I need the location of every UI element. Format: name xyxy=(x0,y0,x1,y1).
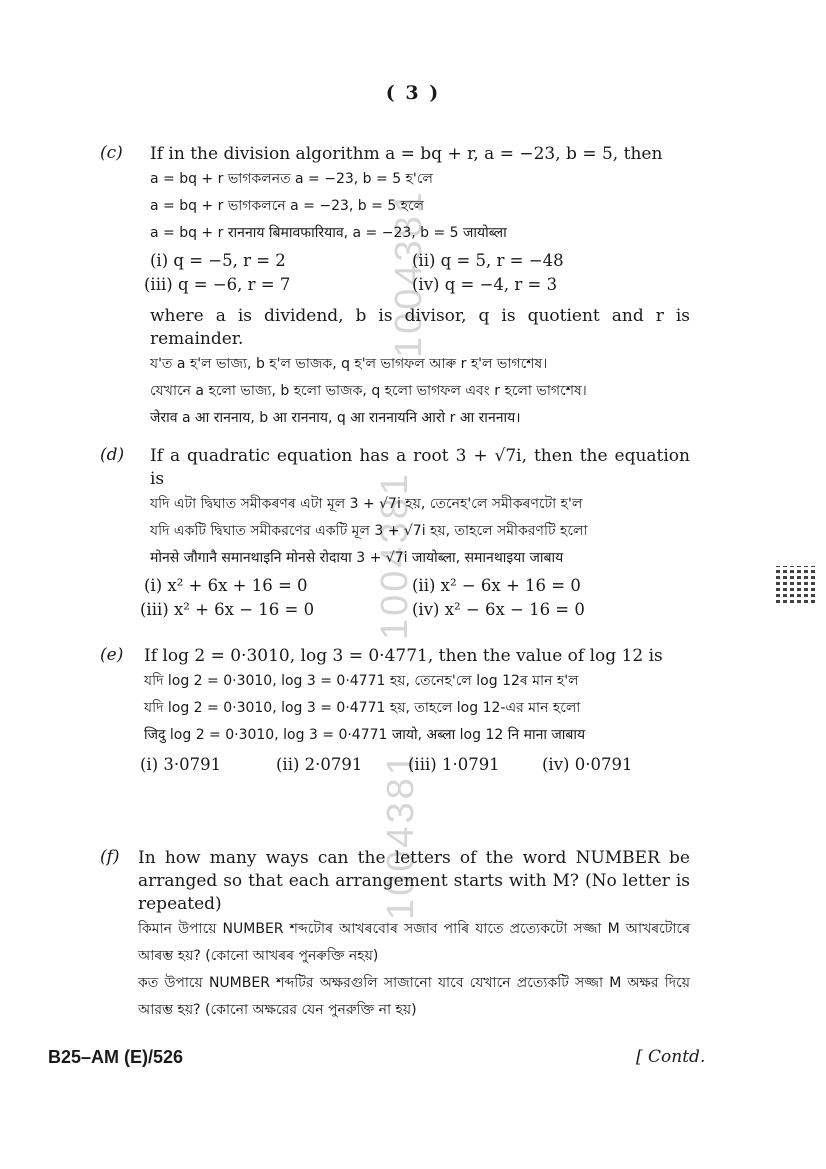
option-i: (i) q = −5, r = 2 xyxy=(150,251,286,270)
option-iii: (iii) x² + 6x − 16 = 0 xyxy=(140,600,315,619)
paper-code: B25–AM (E)/526 xyxy=(48,1047,184,1067)
question-text-bengali: যদি একটি দ্বিঘাত সমীকরণের একটি মূল 3 + √7i হয়, তাহলে সমীকরণটি হলো xyxy=(150,523,588,539)
question-text-english: In how many ways can the letters of the word NUMBER be arranged so that each arrangement starts with M? (No letter is repeated) xyxy=(138,848,690,914)
question-c xyxy=(100,143,690,432)
option-i: (i) 3·0791 xyxy=(140,755,222,774)
option-i: (i) x² + 6x + 16 = 0 xyxy=(144,576,308,595)
options-row xyxy=(144,275,690,299)
question-label: (c) xyxy=(100,143,123,163)
watermark-text: 1004381 xyxy=(388,189,430,358)
question-text-bengali: কত উপায়ে NUMBER শব্দটির অক্ষরগুলি সাজানো যাবে যেখানে প্রত্যেকটি সজ্জা M অক্ষর দিয়ে আরম্ভ হয়? (কোনো অক্ষরের যেন পুনরুক্তি না হয়) xyxy=(138,975,690,1018)
watermark-text: 1004381 xyxy=(374,471,416,640)
question-label: (f) xyxy=(100,847,120,867)
question-text-bodo: मोनसे जौगानै समानथाइनि मोनसे रोदाया 3 + √7i जायोब्ला, समानथाइया जाबाय xyxy=(150,550,564,566)
option-iii: (iii) q = −6, r = 7 xyxy=(144,275,291,294)
options-row xyxy=(144,576,690,600)
qr-code-icon xyxy=(776,566,816,606)
question-text-assamese: কিমান উপায়ে NUMBER শব্দটোৰ আখৰবোৰ সজাব পাৰি যাতে প্ৰত্যেকটো সজ্জা M আখৰটোৰে আৰম্ভ হয়? (কোনো আখৰৰ পুনৰুক্তি নহয়) xyxy=(138,921,690,964)
option-iv: (iv) x² − 6x − 16 = 0 xyxy=(412,600,585,619)
watermark-text: 1004381 xyxy=(380,751,422,920)
question-e xyxy=(100,645,690,779)
question-text-bengali: যদি log 2 = 0·3010, log 3 = 0·4771 হয়, তাহলে log 12-এর মান হলো xyxy=(144,700,581,716)
question-text-assamese: যদি এটা দ্বিঘাত সমীকৰণৰ এটা মূল 3 + √7i হয়, তেনেহ'লে সমীকৰণটো হ'ল xyxy=(150,496,583,512)
question-label: (e) xyxy=(100,645,124,665)
options-row xyxy=(140,600,690,624)
question-text-bengali: a = bq + r ভাগকলনে a = −23, b = 5 হলে xyxy=(150,198,425,214)
options-row xyxy=(140,755,690,779)
option-ii: (ii) x² − 6x + 16 = 0 xyxy=(412,576,581,595)
option-ii: (ii) q = 5, r = −48 xyxy=(412,251,564,270)
question-text-bodo: a = bq + r राननाय बिमावफारियाव, a = −23, b = 5 जायोब्ला xyxy=(150,225,507,241)
note-bengali: যেখানে a হলো ভাজ্য, b হলো ভাজক, q হলো ভাগফল এবং r হলো ভাগশেষ। xyxy=(150,383,587,399)
page-number: ( 3 ) xyxy=(385,82,441,104)
option-iv: (iv) q = −4, r = 3 xyxy=(412,275,558,294)
question-text-assamese: a = bq + r ভাগকলনত a = −23, b = 5 হ'লে xyxy=(150,171,433,187)
question-text-english: If a quadratic equation has a root 3 + √7i, then the equation is xyxy=(150,446,690,489)
note-assamese: য'ত a হ'ল ভাজ্য, b হ'ল ভাজক, q হ'ল ভাগফল আৰু r হ'ল ভাগশেষ। xyxy=(150,356,548,372)
continued-label: [ Contd. xyxy=(636,1047,706,1067)
note-english: where a is dividend, b is divisor, q is quotient and r is remainder. xyxy=(150,306,690,349)
question-label: (d) xyxy=(100,445,125,465)
question-text-bodo: जिदु log 2 = 0·3010, log 3 = 0·4771 जायो, अब्ला log 12 नि माना जाबाय xyxy=(144,727,586,743)
question-text-assamese: যদি log 2 = 0·3010, log 3 = 0·4771 হয়, তেনেহ'লে log 12ৰ মান হ'ল xyxy=(144,673,579,689)
question-f xyxy=(100,847,690,1024)
question-d xyxy=(100,445,690,624)
question-text-english: If in the division algorithm a = bq + r, a = −23, b = 5, then xyxy=(150,144,663,164)
question-text-english: If log 2 = 0·3010, log 3 = 0·4771, then the value of log 12 is xyxy=(144,646,663,666)
option-iii: (iii) 1·0791 xyxy=(408,755,500,774)
options-row xyxy=(150,251,690,275)
option-ii: (ii) 2·0791 xyxy=(276,755,363,774)
option-iv: (iv) 0·0791 xyxy=(542,755,633,774)
note-bodo: जेराव a आ राननाय, b आ राननाय, q आ राननायनि आरो r आ राननाय। xyxy=(150,410,521,426)
